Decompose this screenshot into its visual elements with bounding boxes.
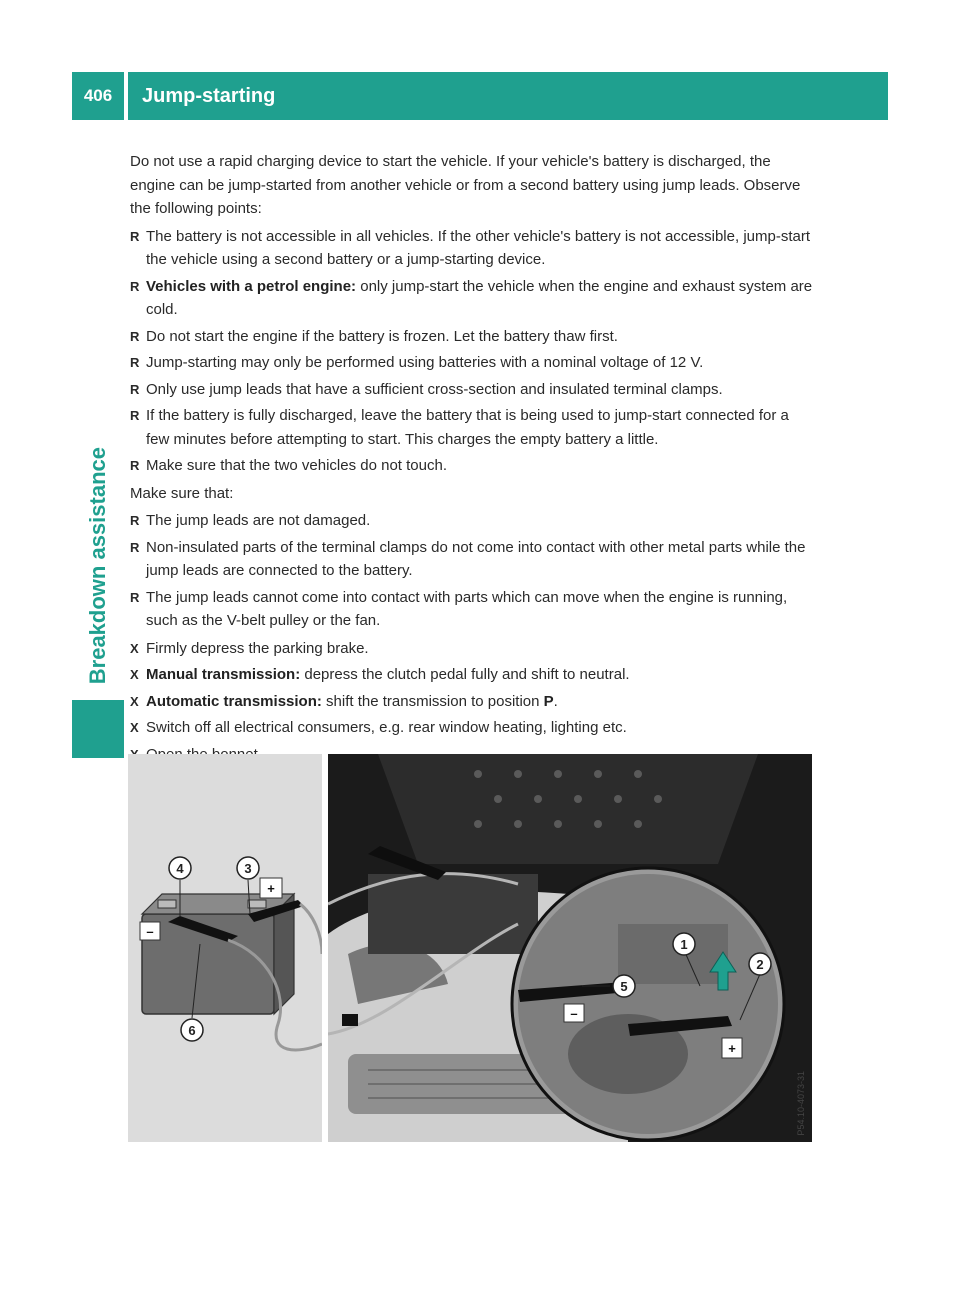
item-text: Do not start the engine if the battery is frozen. Let the battery thaw first. [146, 327, 618, 345]
item-text: Jump-starting may only be performed using batteries with a nominal voltage of 12 V. [146, 354, 704, 371]
bullet-marker: R [130, 408, 140, 423]
bullet-marker: R [130, 328, 140, 344]
intro-paragraph: Do not use a rapid charging device to start the vehicle. If your vehicle's battery is discharged, the engine can be jump-started from another vehicle or from a second battery using jump leads. Observe the following points: [130, 153, 801, 217]
item-text: Switch off all electrical consumers, e.g. rear window heating, lighting etc. [146, 719, 627, 736]
bullet-marker: R [130, 589, 140, 605]
step-item [130, 716, 814, 740]
callout-6: 6 [188, 1023, 196, 1038]
bullet-marker: R [130, 458, 140, 473]
bullet-marker: R [130, 539, 140, 555]
callout-4: 4 [176, 861, 184, 876]
list-item [130, 225, 814, 272]
item-text: The jump leads are not damaged. [146, 512, 371, 529]
make-sure-heading: Make sure that: [130, 484, 234, 502]
list-item [130, 404, 814, 451]
page-number: 406 [72, 72, 124, 120]
section-tab [72, 124, 124, 694]
list-item [130, 378, 814, 402]
item-bold: Vehicles with a petrol engine: [146, 277, 357, 295]
step-marker: X [130, 720, 139, 735]
step-item [130, 663, 814, 687]
list-item [130, 509, 814, 533]
list-item [130, 351, 814, 375]
step-item [130, 637, 814, 661]
item-text: shift the transmission to position [321, 692, 544, 710]
body-content [130, 150, 814, 770]
callout-2: 2 [756, 957, 764, 972]
bullet-marker: R [130, 228, 140, 244]
item-text: Firmly depress the parking brake. [146, 639, 369, 657]
bullet-marker: R [130, 355, 140, 370]
item-text: If the battery is fully discharged, leave the battery that is being used to jump-start connected for a few minutes before attempting to start. This charges the empty battery a little. [146, 407, 789, 448]
jump-start-illustration [128, 754, 812, 1142]
bullet-marker: R [130, 278, 140, 294]
callout-5: 5 [620, 979, 628, 994]
item-end: . [553, 692, 558, 710]
step-marker: X [130, 667, 139, 682]
plus-sign: + [267, 881, 275, 896]
callout-1: 1 [680, 937, 688, 952]
minus-sign-vehicle: – [570, 1006, 578, 1021]
section-tab-block [72, 700, 124, 758]
callout-3: 3 [244, 861, 252, 876]
engine-bay-illustration [328, 754, 812, 1142]
step-marker: X [130, 693, 139, 709]
figure-code: P54.10-4073-31 [796, 1071, 806, 1136]
checks-list [130, 509, 814, 633]
step-marker: X [130, 640, 139, 656]
step-item [130, 690, 814, 714]
position-p: P [543, 692, 554, 710]
item-text: The battery is not accessible in all vehicles. If the other vehicle's battery is not accessible, jump-start the vehicle using a second battery or a jump-starting device. [146, 227, 810, 268]
list-item [130, 454, 814, 478]
bullet-marker: R [130, 381, 140, 397]
list-item [130, 586, 814, 633]
points-list [130, 225, 814, 478]
minus-sign: – [146, 924, 154, 939]
section-label: Breakdown assistance [85, 446, 110, 684]
bullet-marker: R [130, 513, 140, 528]
item-text: depress the clutch pedal fully and shift to neutral. [300, 666, 630, 683]
vehicle-panel [328, 754, 812, 1142]
list-item [130, 325, 814, 349]
plus-sign-vehicle: + [728, 1041, 736, 1056]
item-text: Only use jump leads that have a sufficient cross-section and insulated terminal clamps. [146, 380, 723, 398]
item-text: only jump-start the vehicle when the engine and exhaust system are cold. [146, 277, 813, 318]
item-bold: Automatic transmission: [146, 692, 322, 710]
item-text: Make sure that the two vehicles do not touch. [146, 457, 448, 474]
item-bold: Manual transmission: [146, 666, 301, 683]
battery-panel [128, 754, 322, 1142]
item-text: The jump leads cannot come into contact with parts which can move when the engine is running, such as the V-belt pulley or the fan. [146, 588, 788, 629]
list-item [130, 275, 814, 322]
steps-list [130, 637, 814, 767]
list-item [130, 536, 814, 583]
battery-illustration [128, 754, 322, 1142]
item-text: Non-insulated parts of the terminal clamps do not come into contact with other metal parts while the jump leads are connected to the battery. [146, 538, 806, 579]
page-title: Jump-starting [128, 72, 888, 120]
